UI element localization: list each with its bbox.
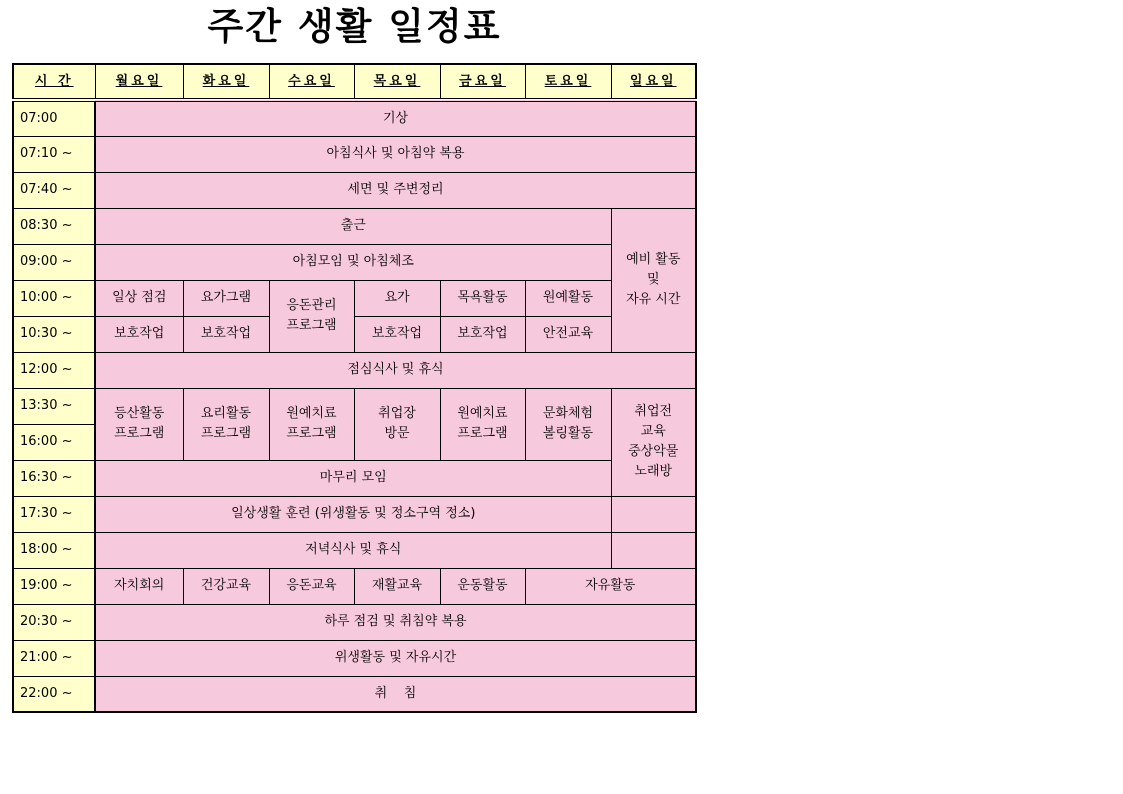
row-0710 — [13, 136, 696, 172]
time-cell: 07:40 ~ — [13, 172, 95, 208]
activity-daily-training: 일상생활 훈련 (위생활동 및 정소구역 정소) — [95, 496, 611, 532]
activity-thu-1030: 보호작업 — [354, 316, 440, 352]
activity-breakfast: 아침식사 및 아침약 복용 — [95, 136, 696, 172]
time-cell: 22:00 ~ — [13, 676, 95, 712]
activity-hygiene: 위생활동 및 자유시간 — [95, 640, 696, 676]
activity-wrapup: 마무리 모임 — [95, 460, 611, 496]
time-cell: 10:30 ~ — [13, 316, 95, 352]
empty-cell — [611, 496, 696, 532]
header-tuesday: 화요일 — [183, 64, 269, 100]
time-cell: 19:00 ~ — [13, 568, 95, 604]
activity-tue-1900: 건강교육 — [183, 568, 269, 604]
activity-sat-1000: 원예활동 — [525, 280, 611, 316]
time-cell: 07:00 — [13, 100, 95, 136]
activity-lunch: 점심식사 및 휴식 — [95, 352, 696, 388]
activity-sunday-afternoon: 취업전 교육 중상악물 노래방 — [611, 388, 696, 496]
activity-thu-1000: 요가 — [354, 280, 440, 316]
row-0740 — [13, 172, 696, 208]
header-time: 시 간 — [13, 64, 95, 100]
activity-mon-afternoon: 등산활동 프로그램 — [95, 388, 183, 460]
activity-fri-1900: 운동활동 — [440, 568, 525, 604]
time-cell: 08:30 ~ — [13, 208, 95, 244]
header-monday: 월요일 — [95, 64, 183, 100]
row-2200 — [13, 676, 696, 712]
activity-thu-afternoon: 취업장 방문 — [354, 388, 440, 460]
time-cell: 13:30 ~ — [13, 388, 95, 424]
time-cell: 18:00 ~ — [13, 532, 95, 568]
activity-wed-afternoon: 원예치료 프로그램 — [269, 388, 354, 460]
header-saturday: 토요일 — [525, 64, 611, 100]
activity-sunday-morning: 예비 활동 및 자유 시간 — [611, 208, 696, 352]
time-cell: 20:30 ~ — [13, 604, 95, 640]
row-0900 — [13, 244, 696, 280]
activity-mon-1030: 보호작업 — [95, 316, 183, 352]
activity-fri-1000: 목욕활동 — [440, 280, 525, 316]
activity-tue-1000: 요가그램 — [183, 280, 269, 316]
row-1730 — [13, 496, 696, 532]
time-cell: 10:00 ~ — [13, 280, 95, 316]
activity-wake: 기상 — [95, 100, 696, 136]
row-1000 — [13, 280, 696, 316]
header-wednesday: 수요일 — [269, 64, 354, 100]
activity-fri-afternoon: 원예치료 프로그램 — [440, 388, 525, 460]
time-cell: 16:00 ~ — [13, 424, 95, 460]
activity-sat-afternoon: 문화체험 볼링활동 — [525, 388, 611, 460]
header-thursday: 목요일 — [354, 64, 440, 100]
activity-wash: 세면 및 주변정리 — [95, 172, 696, 208]
time-cell: 07:10 ~ — [13, 136, 95, 172]
weekly-schedule-table — [12, 63, 697, 713]
row-1200 — [13, 352, 696, 388]
empty-cell — [611, 532, 696, 568]
activity-fri-1030: 보호작업 — [440, 316, 525, 352]
activity-wed-1000: 응돈관리 프로그램 — [269, 280, 354, 352]
header-sunday: 일요일 — [611, 64, 696, 100]
row-1030 — [13, 316, 696, 352]
row-1900 — [13, 568, 696, 604]
activity-tue-afternoon: 요리활동 프로그램 — [183, 388, 269, 460]
activity-evening-check: 하루 점검 및 취침약 복용 — [95, 604, 696, 640]
row-1630 — [13, 460, 696, 496]
header-row — [13, 64, 696, 100]
row-0830 — [13, 208, 696, 244]
row-0700 — [13, 100, 696, 136]
time-cell: 17:30 ~ — [13, 496, 95, 532]
header-friday: 금요일 — [440, 64, 525, 100]
activity-tue-1030: 보호작업 — [183, 316, 269, 352]
activity-mon-1000: 일상 점검 — [95, 280, 183, 316]
activity-wed-1900: 응돈교육 — [269, 568, 354, 604]
activity-commute: 출근 — [95, 208, 611, 244]
activity-morning-meeting: 아침모임 및 아침체조 — [95, 244, 611, 280]
activity-weekend-free: 자유활동 — [525, 568, 696, 604]
activity-sat-1030: 안전교육 — [525, 316, 611, 352]
activity-sleep: 취 침 — [95, 676, 696, 712]
time-cell: 21:00 ~ — [13, 640, 95, 676]
time-cell: 12:00 ~ — [13, 352, 95, 388]
time-cell: 09:00 ~ — [13, 244, 95, 280]
row-1800 — [13, 532, 696, 568]
row-2030 — [13, 604, 696, 640]
row-2100 — [13, 640, 696, 676]
activity-mon-1900: 자치회의 — [95, 568, 183, 604]
row-1330 — [13, 388, 696, 424]
activity-thu-1900: 재활교육 — [354, 568, 440, 604]
page-title: 주간 생활 일정표 — [207, 5, 502, 48]
activity-dinner: 저녁식사 및 휴식 — [95, 532, 611, 568]
time-cell: 16:30 ~ — [13, 460, 95, 496]
